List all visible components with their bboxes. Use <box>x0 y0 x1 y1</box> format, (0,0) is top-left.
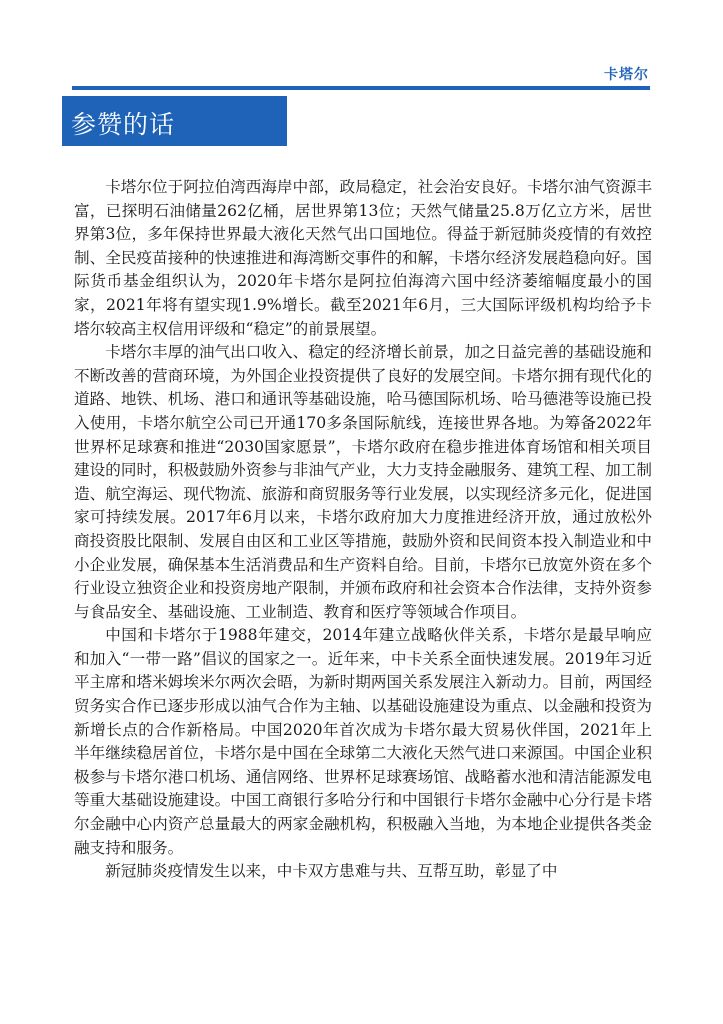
body-text <box>74 176 652 884</box>
paragraph-2: 卡塔尔丰厚的油气出口收入、稳定的经济增长前景，加之日益完善的基础设施和不断改善的营商环境，为外国企业投资提供了良好的发展空间。卡塔尔拥有现代化的道路、地铁、机场、港口和通讯等基础设施，哈马德国际机场、哈马德港等设施已投入使用，卡塔尔航空公司已开通170多条国际航线，连接世界各地。为筹备2022年世界杯足球赛和推进“2030国家愿景”，卡塔尔政府在稳步推进体育场馆和相关项目建设的同时，积极鼓励外资参与非油气产业，大力支持金融服务、建筑工程、加工制造、航空海运、现代物流、旅游和商贸服务等行业发展，以实现经济多元化，促进国家可持续发展。2017年6月以来，卡塔尔政府加大力度推进经济开放，通过放松外商投资股比限制、发展自由区和工业区等措施，鼓励外资和民间资本投入制造业和中小企业发展，确保基本生活消费品和生产资料自给。目前，卡塔尔已放宽外资在多个行业设立独资企业和投资房地产限制，并颁布政府和社会资本合作法律，支持外资参与食品安全、基础设施、工业制造、教育和医疗等领域合作项目。 <box>74 343 652 621</box>
paragraph-4: 新冠肺炎疫情发生以来，中卡双方患难与共、互帮互助，彰显了中 <box>105 862 558 881</box>
paragraph-1: 卡塔尔位于阿拉伯湾西海岸中部，政局稳定，社会治安良好。卡塔尔油气资源丰富，已探明石油储量262亿桶，居世界第13位；天然气储量25.8万亿立方米，居世界第3位，多年保持世界最大液化天然气出口国地位。得益于新冠肺炎疫情的有效控制、全民疫苗接种的快速推进和海湾断交事件的和解，卡塔尔经济发展趋稳向好。国际货币基金组织认为，2020年卡塔尔是阿拉伯海湾六国中经济萎缩幅度最小的国家，2021年将有望实现1.9%增长。截至2021年6月，三大国际评级机构均给予卡塔尔较高主权信用评级和“稳定”的前景展望。 <box>74 178 652 338</box>
header-divider <box>72 86 650 90</box>
page-title: 参赞的话 <box>71 110 176 139</box>
paragraph-3: 中国和卡塔尔于1988年建交，2014年建立战略伙伴关系，卡塔尔是最早响应和加入“一带一路”倡议的国家之一。近年来，中卡关系全面快速发展。2019年习近平主席和塔米姆埃米尔两次会晤，为新时期两国关系发展注入新动力。目前，两国经贸务实合作已逐步形成以油气合作为主轴、以基础设施建设为重点、以金融和投资为新增长点的合作新格局。中国2020年首次成为卡塔尔最大贸易伙伴国，2021年上半年继续稳居首位，卡塔尔是中国在全球第二大液化天然气进口来源国。中国企业积极参与卡塔尔港口机场、通信网络、世界杯足球赛场馆、战略蓄水池和清洁能源发电等重大基础设施建设。中国工商银行多哈分行和中国银行卡塔尔金融中心分行是卡塔尔金融中心内资产总量最大的两家金融机构，积极融入当地，为本地企业提供各类金融支持和服务。 <box>74 626 652 857</box>
title-banner <box>62 96 287 146</box>
header-country-label: 卡塔尔 <box>604 67 649 83</box>
